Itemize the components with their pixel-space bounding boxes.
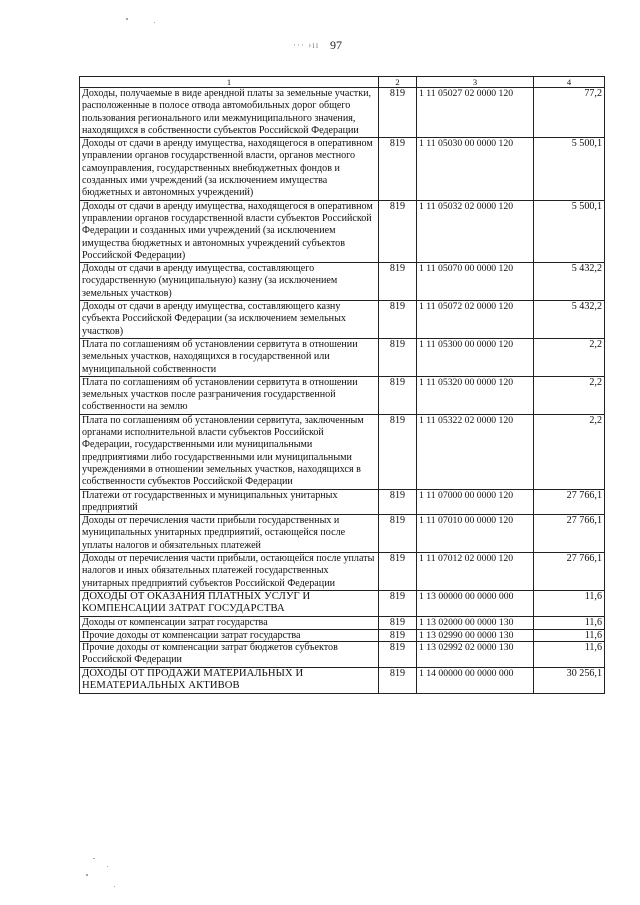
row-amount: 27 766,1: [534, 552, 605, 590]
row-budget-code: 1 11 07000 00 0000 120: [417, 489, 534, 515]
row-budget-code: 1 11 05070 00 0000 120: [417, 263, 534, 301]
scan-speck: [86, 874, 88, 876]
table-row: [80, 200, 605, 262]
row-amount: 5 500,1: [534, 200, 605, 262]
row-amount: 27 766,1: [534, 515, 605, 553]
row-amount: 5 432,2: [534, 263, 605, 301]
row-admin-code: 819: [379, 138, 417, 200]
row-budget-code: 1 11 05032 02 0000 120: [417, 200, 534, 262]
row-name: Доходы от сдачи в аренду имущества, находящегося в оперативном управлении органов государственной власти субъектов Российской Федерации и созданных ими учреждений (за исключением имущества бюджетных и автономных учреждений субъектов Российской Федерации): [80, 200, 379, 262]
scan-speck: [154, 22, 155, 23]
row-budget-code: 1 11 05030 00 0000 120: [417, 138, 534, 200]
row-admin-code: 819: [379, 642, 417, 668]
row-budget-code: 1 13 02990 00 0000 130: [417, 629, 534, 642]
row-name: Платежи от государственных и муниципальных унитарных предприятий: [80, 489, 379, 515]
row-name: Прочие доходы от компенсации затрат бюджетов субъектов Российской Федерации: [80, 642, 379, 668]
table-row: [80, 338, 605, 376]
row-name: Доходы от компенсации затрат государства: [80, 617, 379, 630]
header-col-4: 4: [534, 77, 605, 88]
row-amount: 30 256,1: [534, 667, 605, 693]
row-budget-code: 1 13 00000 00 0000 000: [417, 590, 534, 616]
table-row: [80, 489, 605, 515]
row-admin-code: 819: [379, 590, 417, 616]
row-amount: 11,6: [534, 617, 605, 630]
table-row: [80, 376, 605, 414]
row-amount: 11,6: [534, 629, 605, 642]
table-row: [80, 590, 605, 616]
header-row: [80, 77, 605, 88]
row-name: Доходы от сдачи в аренду имущества, составляющего государственную (муниципальную) казну (за исключением земельных участков): [80, 263, 379, 301]
row-budget-code: 1 11 05027 02 0000 120: [417, 88, 534, 138]
row-admin-code: 819: [379, 301, 417, 339]
row-amount: 5 432,2: [534, 301, 605, 339]
row-admin-code: 819: [379, 88, 417, 138]
row-admin-code: 819: [379, 515, 417, 553]
row-admin-code: 819: [379, 200, 417, 262]
row-admin-code: 819: [379, 263, 417, 301]
row-name: Доходы от сдачи в аренду имущества, составляющего казну субъекта Российской Федерации (за исключением земельных участков): [80, 301, 379, 339]
row-budget-code: 1 13 02992 02 0000 130: [417, 642, 534, 668]
row-admin-code: 819: [379, 376, 417, 414]
row-amount: 5 500,1: [534, 138, 605, 200]
row-admin-code: 819: [379, 667, 417, 693]
row-admin-code: 819: [379, 629, 417, 642]
table-row: [80, 617, 605, 630]
header-col-1: 1: [80, 77, 379, 88]
row-budget-code: 1 11 05322 02 0000 120: [417, 414, 534, 489]
row-name: Плата по соглашениям об установлении сервитута, заключенным органами исполнительной власти субъектов Российской Федерации, государственными или муниципальными предприятиями либо государственными или муниципальными учреждениями в отношении земельных участков, находящихся в собственности субъектов Российской Федерации: [80, 414, 379, 489]
page-number: 97: [330, 38, 342, 52]
table-row: [80, 88, 605, 138]
table-row: [80, 552, 605, 590]
row-amount: 11,6: [534, 642, 605, 668]
table-row: [80, 414, 605, 489]
revenue-table: [79, 76, 605, 694]
table-row: [80, 629, 605, 642]
row-budget-code: 1 11 07012 02 0000 120: [417, 552, 534, 590]
row-budget-code: 1 11 05320 00 0000 120: [417, 376, 534, 414]
row-name: Доходы от перечисления части прибыли государственных и муниципальных унитарных предприятий, остающейся после уплаты налогов и обязательных платежей: [80, 515, 379, 553]
row-name: ДОХОДЫ ОТ ОКАЗАНИЯ ПЛАТНЫХ УСЛУГ И КОМПЕНСАЦИИ ЗАТРАТ ГОСУДАРСТВА: [80, 590, 379, 616]
row-amount: 27 766,1: [534, 489, 605, 515]
row-name: Прочие доходы от компенсации затрат государства: [80, 629, 379, 642]
table-row: [80, 667, 605, 693]
table-row: [80, 301, 605, 339]
row-amount: 2,2: [534, 414, 605, 489]
row-name: ДОХОДЫ ОТ ПРОДАЖИ МАТЕРИАЛЬНЫХ И НЕМАТЕРИАЛЬНЫХ АКТИВОВ: [80, 667, 379, 693]
row-admin-code: 819: [379, 338, 417, 376]
row-name: Плата по соглашениям об установлении сервитута в отношении земельных участков, находящихся в государственной или муниципальной собственности: [80, 338, 379, 376]
scan-speck: [114, 886, 115, 887]
scan-speck: [93, 858, 95, 859]
row-admin-code: 819: [379, 552, 417, 590]
scan-mark: ··· ›ɪɪ: [293, 40, 320, 50]
row-admin-code: 819: [379, 489, 417, 515]
header-col-3: 3: [417, 77, 534, 88]
row-budget-code: 1 11 05072 02 0000 120: [417, 301, 534, 339]
table-row: [80, 642, 605, 668]
scan-speck: [126, 18, 128, 20]
row-amount: 77,2: [534, 88, 605, 138]
row-name: Доходы, получаемые в виде арендной платы за земельные участки, расположенные в полосе отвода автомобильных дорог общего пользования регионального или межмуниципального значения, находящихся в собственности субъектов Российской Федерации: [80, 88, 379, 138]
row-amount: 11,6: [534, 590, 605, 616]
row-admin-code: 819: [379, 617, 417, 630]
table-row: [80, 138, 605, 200]
table-row: [80, 515, 605, 553]
row-budget-code: 1 13 02000 00 0000 130: [417, 617, 534, 630]
row-name: Доходы от перечисления части прибыли, остающейся после уплаты налогов и иных обязательных платежей государственных унитарных предприятий субъектов Российской Федерации: [80, 552, 379, 590]
row-amount: 2,2: [534, 376, 605, 414]
row-amount: 2,2: [534, 338, 605, 376]
row-budget-code: 1 14 00000 00 0000 000: [417, 667, 534, 693]
scan-speck: [107, 866, 108, 867]
row-name: Плата по соглашениям об установлении сервитута в отношении земельных участков после разграничения государственной собственности на землю: [80, 376, 379, 414]
row-admin-code: 819: [379, 414, 417, 489]
row-budget-code: 1 11 07010 00 0000 120: [417, 515, 534, 553]
table-row: [80, 263, 605, 301]
row-budget-code: 1 11 05300 00 0000 120: [417, 338, 534, 376]
header-col-2: 2: [379, 77, 417, 88]
table-body: [80, 88, 605, 694]
row-name: Доходы от сдачи в аренду имущества, находящегося в оперативном управлении органов государственной власти, органов местного самоуправления, государственных внебюджетных фондов и созданных ими учреждений (за исключением имущества бюджетных и автономных учреждений): [80, 138, 379, 200]
